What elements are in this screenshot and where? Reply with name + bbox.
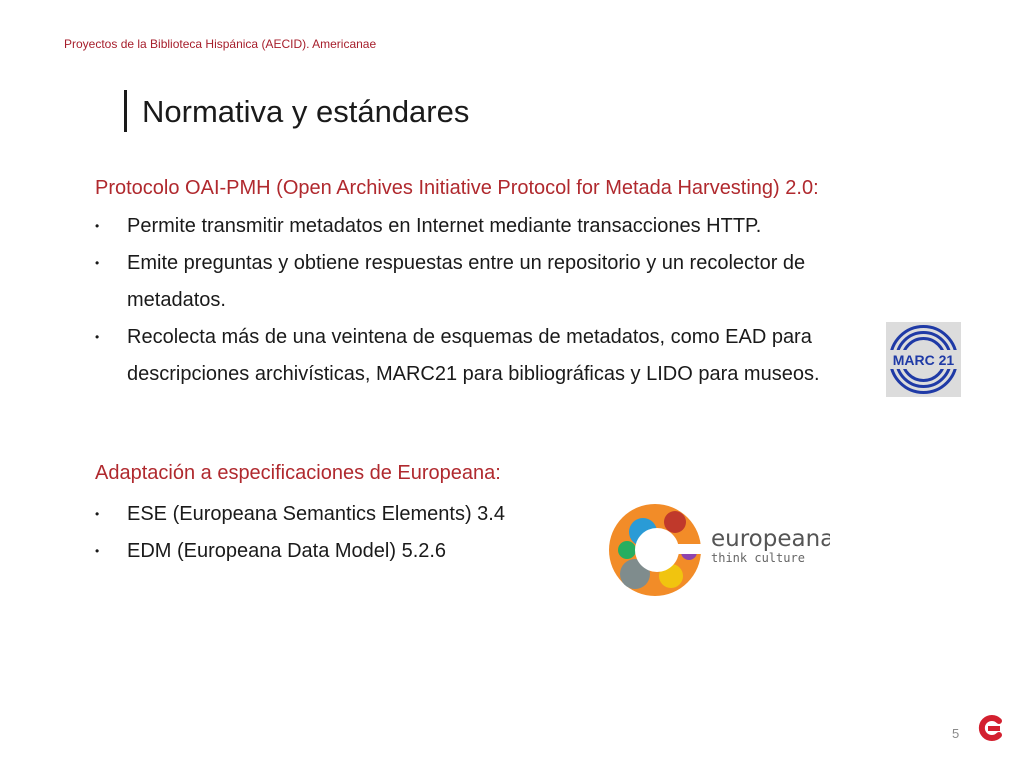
americanae-logo bbox=[977, 714, 1005, 742]
section-heading-europeana: Adaptación a especificaciones de Europeana: bbox=[95, 462, 501, 484]
bullet-text: Recolecta más de una veintena de esquemas de metadatos, como EAD para descripciones archivísticas, MARC21 para bibliográficas y LIDO para museos. bbox=[127, 326, 820, 385]
bullet-item bbox=[95, 533, 575, 570]
page-number: 5 bbox=[952, 726, 960, 741]
bullet-dot: • bbox=[95, 330, 100, 344]
bullet-text: ESE (Europeana Semantics Elements) 3.4 bbox=[127, 503, 505, 525]
bullet-dot: • bbox=[95, 256, 100, 270]
bullet-item bbox=[95, 245, 885, 319]
europeana-logo bbox=[605, 492, 830, 612]
marc21-logo-text: MARC 21 bbox=[892, 352, 955, 368]
bullet-item bbox=[95, 208, 885, 245]
europeana-logo-tagline: think culture bbox=[711, 551, 805, 565]
bullet-list-oai bbox=[95, 208, 885, 393]
bullet-item bbox=[95, 319, 885, 393]
bullet-list-europeana bbox=[95, 496, 575, 570]
bullet-dot: • bbox=[95, 219, 100, 233]
bullet-text: Emite preguntas y obtiene respuestas entre un repositorio y un recolector de metadatos. bbox=[127, 252, 806, 311]
bullet-dot: • bbox=[95, 507, 100, 521]
bullet-text: Permite transmitir metadatos en Internet mediante transacciones HTTP. bbox=[127, 215, 762, 237]
europeana-logo-name: europeana bbox=[711, 526, 830, 552]
section-heading-oai: Protocolo OAI-PMH (Open Archives Initiative Protocol for Metada Harvesting) 2.0: bbox=[95, 177, 819, 199]
bullet-text: EDM (Europeana Data Model) 5.2.6 bbox=[127, 540, 447, 562]
header-text: Proyectos de la Biblioteca Hispánica (AECID). Americanae bbox=[64, 37, 377, 51]
bullet-dot: • bbox=[95, 544, 100, 558]
bullet-item bbox=[95, 496, 575, 533]
title-bar bbox=[124, 90, 127, 132]
slide-title: Normativa y estándares bbox=[142, 94, 470, 129]
marc21-logo bbox=[886, 322, 961, 397]
